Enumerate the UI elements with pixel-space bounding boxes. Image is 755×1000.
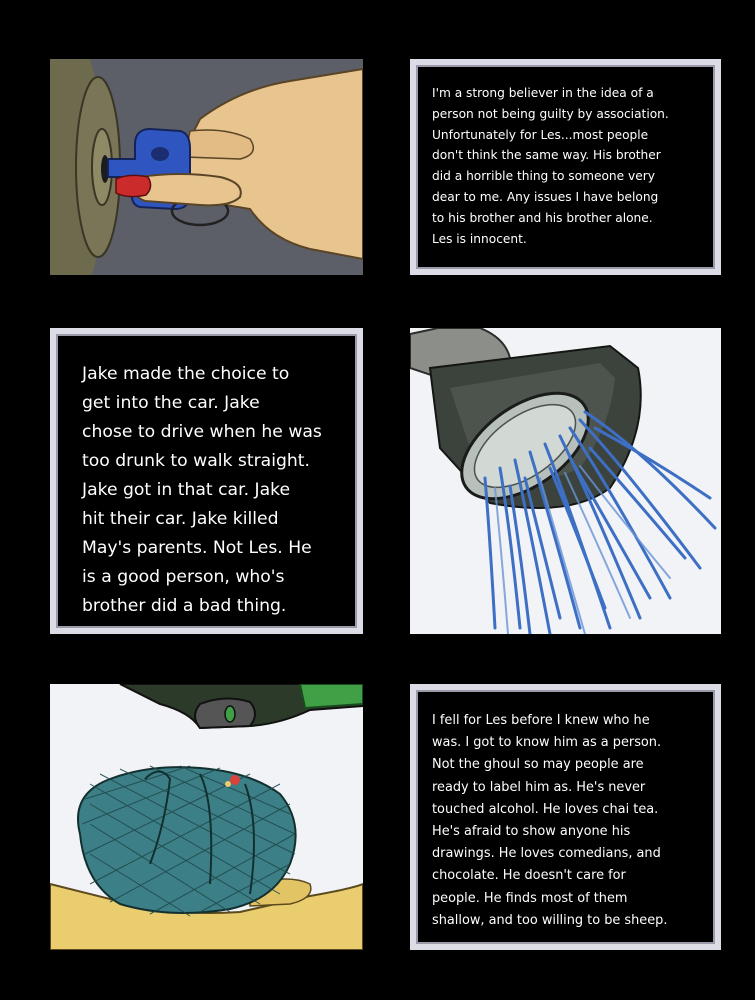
sponge-and-bottle-icon xyxy=(50,684,363,950)
caption-text: I'm a strong believer in the idea of a person not being guilty by association. Unfortunately for Les...most people don't think the same way. His brother did a horrible thing to someone very dear to me. Any issues I have belong to his brother and his brother alone. Les is innocent. xyxy=(432,86,669,246)
caption-panel-middle-left xyxy=(50,328,363,634)
panel-sponge-bottle xyxy=(50,684,363,950)
caption-panel-bottom-right xyxy=(410,684,721,950)
caption-panel-top-right xyxy=(410,59,721,275)
caption-text: I fell for Les before I knew who he was. I got to know him as a person. Not the ghoul so may people are ready to label him as. He's never touched alcohol. He loves chai tea. He's afraid to show anyone his drawings. He loves comedians, and chocolate. He doesn't care for people. He finds most of them shallow, and too willing to be sheep. xyxy=(432,713,668,928)
caption-text: Jake made the choice to get into the car. Jake chose to drive when he was too drunk to walk straight. Jake got in that car. Jake hit their car. Jake killed May's parents. Not Les. He is a good person, who's brother did a bad thing. xyxy=(82,364,322,616)
panel-shower-head xyxy=(410,328,721,634)
hand-turning-key-icon xyxy=(50,59,363,275)
panel-hand-key xyxy=(50,59,363,275)
shower-head-icon xyxy=(410,328,721,634)
